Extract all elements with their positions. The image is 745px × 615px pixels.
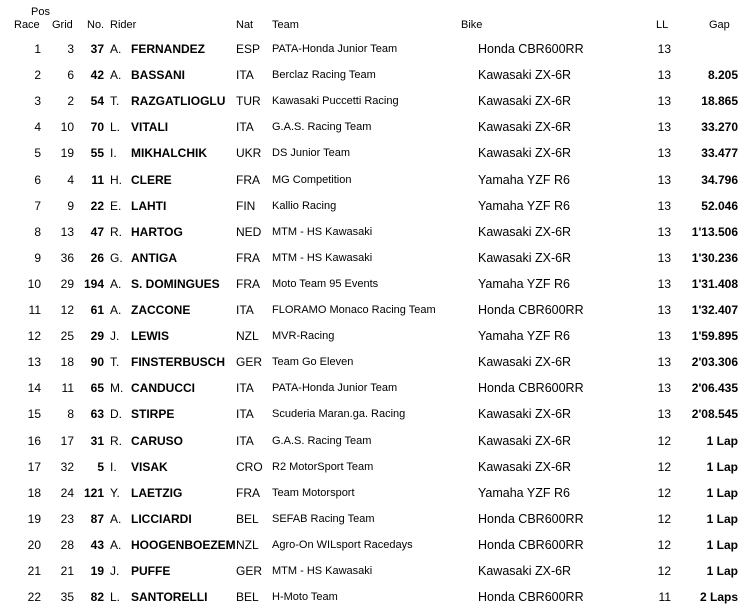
nationality: FRA: [236, 172, 260, 187]
rider-surname: CLERE: [131, 172, 172, 187]
race-pos: 14: [27, 381, 41, 396]
race-pos: 22: [27, 590, 41, 605]
gap: 52.046: [701, 198, 738, 213]
rider-initial: A.: [110, 276, 122, 291]
bike-model: Kawasaki ZX-6R: [478, 94, 572, 109]
bike-number: 42: [90, 68, 104, 83]
bike-number: 65: [90, 381, 104, 396]
bike-model: Kawasaki ZX-6R: [478, 459, 572, 474]
bike-model: Honda CBR600RR: [478, 537, 584, 552]
rider-initial: E.: [110, 198, 122, 213]
rider-initial: T.: [110, 94, 120, 109]
grid-pos: 35: [60, 590, 74, 605]
team-name: Kallio Racing: [272, 199, 337, 212]
laps-led: 13: [657, 407, 671, 422]
bike-number: 82: [90, 590, 104, 605]
rider-surname: ZACCONE: [131, 303, 191, 317]
header-nat: Nat: [236, 19, 254, 31]
rider-surname: VISAK: [131, 459, 168, 474]
rider-initial: J.: [110, 564, 120, 578]
nationality: ITA: [236, 381, 254, 396]
laps-led: 13: [657, 68, 671, 83]
bike-number: 11: [91, 172, 104, 187]
bike-model: Yamaha YZF R6: [478, 329, 570, 344]
nationality: FRA: [236, 276, 260, 291]
rider-initial: R.: [110, 224, 122, 239]
gap: 18.865: [701, 94, 738, 109]
gap: 1'59.895: [691, 329, 738, 344]
grid-pos: 28: [60, 537, 74, 552]
grid-pos: 4: [67, 172, 74, 187]
nationality: ESP: [236, 42, 261, 56]
rider-initial: R.: [110, 433, 122, 448]
nationality: GER: [236, 564, 263, 578]
race-pos: 12: [27, 329, 41, 344]
bike-number: 121: [83, 485, 104, 500]
gap: 1 Lap: [706, 564, 738, 578]
bike-number: 61: [90, 303, 104, 317]
nationality: ITA: [236, 68, 254, 83]
laps-led: 13: [657, 146, 671, 161]
team-name: H-Moto Team: [272, 591, 338, 604]
gap: 2'06.435: [691, 381, 738, 396]
race-pos: 8: [34, 224, 41, 239]
bike-model: Kawasaki ZX-6R: [478, 407, 572, 422]
rider-initial: G.: [110, 250, 123, 265]
race-pos: 10: [27, 276, 41, 291]
laps-led: 13: [657, 120, 671, 135]
nationality: TUR: [236, 94, 261, 109]
nationality: NZL: [236, 329, 259, 344]
nationality: NZL: [236, 537, 259, 552]
gap: 1 Lap: [706, 537, 738, 552]
team-name: MTM - HS Kawasaki: [272, 225, 373, 238]
laps-led: 12: [657, 537, 671, 552]
grid-pos: 3: [67, 42, 74, 56]
rider-surname: CARUSO: [131, 433, 184, 448]
rider-surname: LICCIARDI: [131, 511, 192, 526]
grid-pos: 23: [60, 511, 74, 526]
bike-number: 90: [90, 355, 104, 370]
race-pos: 13: [27, 355, 41, 370]
team-name: PATA-Honda Junior Team: [272, 43, 398, 55]
laps-led: 12: [657, 485, 671, 500]
bike-number: 194: [83, 276, 104, 291]
team-name: FLORAMO Monaco Racing Team: [272, 304, 436, 316]
race-pos: 5: [34, 146, 41, 161]
nationality: FRA: [236, 485, 260, 500]
grid-pos: 36: [60, 250, 74, 265]
race-pos: 20: [27, 537, 41, 552]
gap: 1 Lap: [706, 459, 738, 474]
laps-led: 13: [657, 276, 671, 291]
team-name: Team Motorsport: [272, 486, 355, 499]
bike-model: Kawasaki ZX-6R: [478, 120, 572, 135]
bike-number: 87: [90, 511, 104, 526]
nationality: CRO: [236, 459, 263, 474]
nationality: BEL: [236, 511, 259, 526]
rider-surname: FINSTERBUSCH: [131, 355, 226, 370]
team-name: DS Junior Team: [272, 147, 351, 160]
laps-led: 13: [657, 42, 671, 56]
race-pos: 11: [28, 303, 41, 317]
team-name: SEFAB Racing Team: [272, 512, 375, 525]
team-name: Moto Team 95 Events: [272, 277, 379, 290]
rider-surname: CANDUCCI: [131, 381, 195, 396]
gap: 2 Laps: [699, 590, 738, 605]
bike-model: Kawasaki ZX-6R: [478, 250, 572, 265]
header-no: No.: [87, 19, 105, 31]
gap: 1'31.408: [691, 276, 738, 291]
bike-model: Yamaha YZF R6: [478, 485, 570, 500]
rider-initial: A.: [110, 511, 122, 526]
bike-number: 26: [90, 250, 104, 265]
race-pos: 4: [34, 120, 41, 135]
race-pos: 17: [27, 459, 41, 474]
rider-surname: FERNANDEZ: [131, 42, 205, 56]
bike-model: Honda CBR600RR: [478, 590, 584, 605]
rider-initial: A.: [110, 537, 122, 552]
rider-initial: A.: [110, 42, 122, 56]
bike-model: Honda CBR600RR: [478, 511, 584, 526]
laps-led: 12: [657, 459, 671, 474]
rider-surname: LAHTI: [131, 198, 167, 213]
header-ll: LL: [656, 19, 669, 31]
race-pos: 15: [27, 407, 41, 422]
bike-model: Kawasaki ZX-6R: [478, 68, 572, 83]
team-name: G.A.S. Racing Team: [272, 121, 372, 134]
bike-number: 63: [90, 407, 104, 422]
bike-model: Kawasaki ZX-6R: [478, 564, 572, 578]
bike-model: Yamaha YZF R6: [478, 198, 570, 213]
team-name: PATA-Honda Junior Team: [272, 382, 398, 395]
laps-led: 13: [657, 172, 671, 187]
grid-pos: 12: [60, 303, 74, 317]
team-name: Agro-On WILsport Racedays: [272, 538, 413, 551]
grid-pos: 32: [60, 459, 74, 474]
rider-surname: VITALI: [131, 120, 169, 135]
gap: 1 Lap: [706, 433, 738, 448]
race-pos: 7: [34, 198, 41, 213]
laps-led: 12: [657, 433, 671, 448]
team-name: MVR-Racing: [272, 330, 335, 343]
rider-initial: A.: [110, 68, 122, 83]
race-pos: 1: [34, 42, 41, 56]
bike-number: 19: [90, 564, 104, 578]
laps-led: 13: [657, 198, 671, 213]
bike-number: 22: [90, 198, 104, 213]
race-pos: 2: [34, 68, 41, 83]
grid-pos: 17: [60, 433, 74, 448]
bike-model: Kawasaki ZX-6R: [478, 433, 572, 448]
gap: 8.205: [707, 68, 738, 83]
rider-initial: A.: [110, 303, 122, 317]
laps-led: 13: [657, 250, 671, 265]
grid-pos: 24: [60, 485, 74, 500]
rider-initial: H.: [110, 172, 122, 187]
rider-surname: S. DOMINGUES: [131, 276, 220, 291]
grid-pos: 9: [67, 198, 74, 213]
grid-pos: 29: [60, 276, 74, 291]
team-name: R2 MotorSport Team: [272, 460, 374, 473]
laps-led: 13: [657, 355, 671, 370]
bike-number: 37: [90, 42, 104, 56]
grid-pos: 13: [60, 224, 74, 239]
grid-pos: 11: [61, 381, 74, 396]
nationality: ITA: [236, 407, 254, 422]
rider-initial: J.: [110, 329, 120, 344]
bike-model: Honda CBR600RR: [478, 303, 584, 317]
rider-initial: T.: [110, 355, 120, 370]
bike-number: 29: [90, 329, 104, 344]
grid-pos: 25: [60, 329, 74, 344]
header-gap: Gap: [709, 19, 730, 31]
laps-led: 13: [657, 381, 671, 396]
race-pos: 18: [27, 485, 41, 500]
team-name: G.A.S. Racing Team: [272, 434, 372, 447]
rider-surname: LEWIS: [131, 329, 169, 344]
gap: 2'08.545: [691, 407, 738, 422]
grid-pos: 2: [67, 94, 74, 109]
nationality: UKR: [236, 146, 262, 161]
gap: 1'32.407: [691, 303, 738, 317]
rider-initial: D.: [110, 407, 122, 422]
laps-led: 13: [657, 329, 671, 344]
gap: 34.796: [701, 172, 738, 187]
rider-surname: SANTORELLI: [131, 590, 208, 605]
laps-led: 13: [657, 94, 671, 109]
rider-surname: HARTOG: [131, 224, 183, 239]
grid-pos: 18: [60, 355, 74, 370]
bike-number: 47: [90, 224, 104, 239]
bike-model: Kawasaki ZX-6R: [478, 146, 572, 161]
bike-model: Yamaha YZF R6: [478, 276, 570, 291]
laps-led: 12: [657, 511, 671, 526]
grid-pos: 19: [60, 146, 74, 161]
laps-led: 11: [658, 590, 671, 605]
nationality: FRA: [236, 250, 260, 265]
header-bike: Bike: [461, 19, 483, 31]
rider-surname: BASSANI: [131, 68, 186, 83]
race-pos: 21: [27, 564, 41, 578]
grid-pos: 21: [60, 564, 74, 578]
header-race: Race: [14, 19, 40, 31]
nationality: FIN: [236, 198, 256, 213]
rider-initial: L.: [110, 590, 121, 605]
rider-surname: ANTIGA: [131, 250, 177, 265]
gap: 2'03.306: [691, 355, 738, 370]
bike-model: Honda CBR600RR: [478, 381, 584, 396]
bike-number: 5: [97, 459, 104, 474]
bike-model: Yamaha YZF R6: [478, 172, 570, 187]
bike-number: 55: [90, 146, 104, 161]
race-pos: 16: [27, 433, 41, 448]
bike-model: Kawasaki ZX-6R: [478, 355, 572, 370]
team-name: MTM - HS Kawasaki: [272, 251, 373, 264]
team-name: MTM - HS Kawasaki: [272, 565, 373, 577]
nationality: BEL: [236, 590, 259, 605]
race-pos: 6: [34, 172, 41, 187]
nationality: ITA: [236, 120, 254, 135]
laps-led: 13: [657, 224, 671, 239]
laps-led: 13: [657, 303, 671, 317]
rider-surname: PUFFE: [131, 564, 171, 578]
race-pos: 9: [34, 250, 41, 265]
grid-pos: 6: [67, 68, 74, 83]
gap: 1 Lap: [706, 485, 738, 500]
header-pos: Pos: [31, 6, 50, 18]
gap: 33.270: [701, 120, 738, 135]
team-name: Berclaz Racing Team: [272, 69, 376, 82]
laps-led: 12: [657, 564, 671, 578]
grid-pos: 10: [60, 120, 74, 135]
team-name: MG Competition: [272, 173, 352, 186]
nationality: GER: [236, 355, 263, 370]
rider-surname: LAETZIG: [131, 485, 183, 500]
bike-number: 54: [90, 94, 104, 109]
nationality: NED: [236, 224, 262, 239]
header-grid: Grid: [52, 19, 73, 31]
race-pos: 19: [27, 511, 41, 526]
gap: 33.477: [701, 146, 738, 161]
team-name: Team Go Eleven: [272, 356, 354, 369]
bike-number: 31: [90, 433, 104, 448]
rider-initial: I.: [110, 459, 117, 474]
nationality: ITA: [236, 433, 254, 448]
team-name: Scuderia Maran.ga. Racing: [272, 408, 406, 421]
bike-model: Kawasaki ZX-6R: [478, 224, 572, 239]
gap: 1 Lap: [706, 511, 738, 526]
gap: 1'13.506: [691, 224, 738, 239]
nationality: ITA: [236, 303, 254, 317]
rider-initial: I.: [110, 146, 117, 161]
bike-number: 43: [90, 537, 104, 552]
bike-number: 70: [90, 120, 104, 135]
header-team: Team: [272, 19, 299, 31]
rider-surname: STIRPE: [131, 407, 175, 422]
grid-pos: 8: [67, 407, 74, 422]
rider-initial: Y.: [110, 485, 120, 500]
rider-surname: RAZGATLIOGLU: [131, 94, 226, 109]
bike-model: Honda CBR600RR: [478, 42, 584, 56]
race-pos: 3: [34, 94, 41, 109]
rider-initial: L.: [110, 120, 121, 135]
header-rider: Rider: [110, 19, 137, 31]
team-name: Kawasaki Puccetti Racing: [272, 95, 399, 108]
rider-surname: MIKHALCHIK: [131, 146, 207, 161]
gap: 1'30.236: [691, 250, 738, 265]
rider-initial: M.: [110, 381, 124, 396]
rider-surname: HOOGENBOEZEM: [131, 537, 236, 552]
